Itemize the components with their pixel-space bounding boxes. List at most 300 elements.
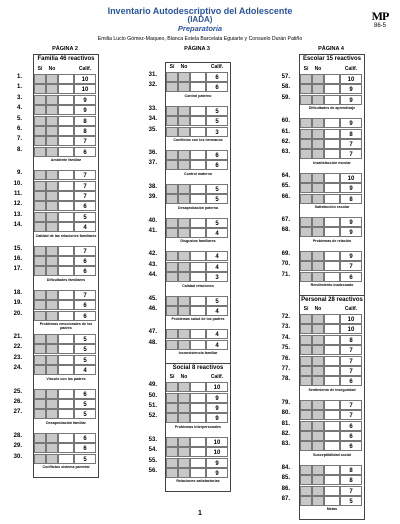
blank-cell: [58, 147, 74, 157]
calif-value: 5: [206, 218, 228, 228]
si-checkbox[interactable]: [34, 311, 46, 321]
no-checkbox[interactable]: [46, 181, 58, 191]
no-checkbox[interactable]: [312, 217, 324, 227]
si-checkbox[interactable]: [34, 334, 46, 344]
si-checkbox[interactable]: [166, 447, 178, 457]
si-checkbox[interactable]: [34, 433, 46, 443]
no-checkbox[interactable]: [46, 222, 58, 232]
subscale-label: Problemas interpersonales: [174, 424, 222, 429]
calif-header: Calif.: [344, 306, 358, 312]
si-checkbox[interactable]: [34, 136, 46, 146]
no-checkbox[interactable]: [46, 355, 58, 365]
no-checkbox[interactable]: [46, 170, 58, 180]
si-checkbox[interactable]: [300, 272, 312, 282]
no-checkbox[interactable]: [46, 136, 58, 146]
no-checkbox[interactable]: [46, 201, 58, 211]
no-checkbox[interactable]: [312, 431, 324, 441]
no-checkbox[interactable]: [178, 106, 190, 116]
no-checkbox[interactable]: [312, 129, 324, 139]
si-checkbox[interactable]: [34, 84, 46, 94]
si-checkbox[interactable]: [300, 465, 312, 475]
logo-mark: MP: [371, 9, 389, 23]
no-checkbox[interactable]: [178, 393, 190, 403]
no-checkbox[interactable]: [312, 475, 324, 485]
no-checkbox[interactable]: [312, 95, 324, 105]
si-checkbox[interactable]: [166, 82, 178, 92]
no-checkbox[interactable]: [178, 272, 190, 282]
no-checkbox[interactable]: [46, 290, 58, 300]
blank-cell: [190, 413, 206, 423]
blank-cell: [324, 261, 340, 271]
item-number: 21.: [13, 334, 22, 340]
no-checkbox[interactable]: [312, 410, 324, 420]
blank-cell: [190, 272, 206, 282]
si-checkbox[interactable]: [300, 441, 312, 451]
item-number: 78.: [281, 376, 290, 383]
no-checkbox[interactable]: [178, 403, 190, 413]
si-checkbox[interactable]: [34, 355, 46, 365]
si-checkbox[interactable]: [166, 160, 178, 170]
calif-value: 5: [206, 194, 228, 204]
si-checkbox[interactable]: [34, 365, 46, 375]
si-checkbox[interactable]: [34, 105, 46, 115]
si-checkbox[interactable]: [166, 413, 178, 423]
calif-value: 7: [340, 486, 362, 496]
calif-value: 7: [340, 410, 362, 420]
item-number: 53.: [148, 436, 157, 443]
si-checkbox[interactable]: [34, 147, 46, 157]
no-checkbox[interactable]: [312, 149, 324, 159]
si-checkbox[interactable]: [300, 421, 312, 431]
si-checkbox[interactable]: [300, 149, 312, 159]
si-checkbox[interactable]: [166, 127, 178, 137]
no-checkbox[interactable]: [46, 212, 58, 222]
blank-cell: [58, 126, 74, 136]
no-checkbox[interactable]: [312, 74, 324, 84]
item-number: 6.: [16, 126, 22, 132]
blank-cell: [190, 150, 206, 160]
calif-value: 10: [206, 437, 228, 447]
no-checkbox[interactable]: [178, 184, 190, 194]
no-checkbox[interactable]: [312, 118, 324, 128]
si-checkbox[interactable]: [34, 266, 46, 276]
si-checkbox[interactable]: [166, 403, 178, 413]
no-checkbox[interactable]: [46, 246, 58, 256]
no-checkbox[interactable]: [312, 441, 324, 451]
calif-value: 6: [206, 72, 228, 82]
si-checkbox[interactable]: [300, 431, 312, 441]
calif-value: 9: [206, 403, 228, 413]
no-checkbox[interactable]: [178, 228, 190, 238]
si-checkbox[interactable]: [34, 454, 46, 464]
si-checkbox[interactable]: [34, 246, 46, 256]
si-checkbox[interactable]: [300, 251, 312, 261]
si-checkbox[interactable]: [300, 74, 312, 84]
si-checkbox[interactable]: [300, 496, 312, 506]
si-checkbox[interactable]: [300, 475, 312, 485]
si-checkbox[interactable]: [34, 201, 46, 211]
section-title: Social 8 reactivos: [166, 363, 230, 373]
item-number: 71.: [281, 271, 290, 278]
si-checkbox[interactable]: [300, 217, 312, 227]
no-header: No: [314, 66, 322, 72]
blank-cell: [190, 72, 206, 82]
item-number: 20.: [13, 310, 22, 317]
item-number: 34.: [148, 116, 157, 123]
calif-value: 6: [74, 201, 96, 211]
si-checkbox[interactable]: [34, 116, 46, 126]
no-checkbox[interactable]: [178, 329, 190, 339]
si-header: Sí: [303, 66, 309, 72]
blank-cell: [58, 212, 74, 222]
si-checkbox[interactable]: [300, 118, 312, 128]
si-checkbox[interactable]: [300, 194, 312, 204]
item-number: 43.: [148, 261, 157, 268]
calif-value: 9: [340, 217, 362, 227]
blank-cell: [324, 272, 340, 282]
no-checkbox[interactable]: [46, 300, 58, 310]
item-number: 39.: [148, 194, 157, 201]
no-checkbox[interactable]: [312, 376, 324, 386]
no-checkbox[interactable]: [312, 251, 324, 261]
no-checkbox[interactable]: [178, 447, 190, 457]
calif-value: 8: [340, 475, 362, 485]
si-checkbox[interactable]: [34, 191, 46, 201]
si-checkbox[interactable]: [166, 393, 178, 403]
si-checkbox[interactable]: [300, 356, 312, 366]
item-number: 1.: [16, 74, 22, 80]
si-checkbox[interactable]: [300, 366, 312, 376]
item-number: 57.: [281, 74, 290, 80]
no-checkbox[interactable]: [178, 116, 190, 126]
no-checkbox[interactable]: [312, 324, 324, 334]
no-checkbox[interactable]: [46, 365, 58, 375]
calif-value: 8: [340, 335, 362, 345]
no-checkbox[interactable]: [312, 314, 324, 324]
blank-cell: [190, 184, 206, 194]
no-checkbox[interactable]: [312, 139, 324, 149]
blank-cell: [324, 376, 340, 386]
no-checkbox[interactable]: [312, 183, 324, 193]
item-number: 65.: [281, 183, 290, 190]
item-number: 83.: [281, 441, 290, 448]
calif-value: 5: [74, 344, 96, 354]
item-number: 31.: [148, 72, 157, 78]
no-checkbox[interactable]: [46, 443, 58, 453]
no-checkbox[interactable]: [312, 261, 324, 271]
no-checkbox[interactable]: [178, 437, 190, 447]
item-number: 7.: [16, 136, 22, 143]
no-checkbox[interactable]: [312, 421, 324, 431]
item-number: 68.: [281, 227, 290, 234]
calif-value: 6: [206, 82, 228, 92]
si-checkbox[interactable]: [34, 300, 46, 310]
no-checkbox[interactable]: [178, 160, 190, 170]
si-checkbox[interactable]: [166, 296, 178, 306]
si-checkbox[interactable]: [300, 314, 312, 324]
blank-cell: [190, 262, 206, 272]
no-checkbox[interactable]: [312, 486, 324, 496]
si-checkbox[interactable]: [166, 306, 178, 316]
no-checkbox[interactable]: [46, 344, 58, 354]
calif-value: 6: [340, 431, 362, 441]
no-checkbox[interactable]: [46, 256, 58, 266]
blank-cell: [190, 437, 206, 447]
si-checkbox[interactable]: [166, 218, 178, 228]
no-checkbox[interactable]: [312, 173, 324, 183]
calif-value: 10: [340, 74, 362, 84]
item-number: 58.: [281, 84, 290, 91]
no-checkbox[interactable]: [46, 116, 58, 126]
no-checkbox[interactable]: [46, 409, 58, 419]
si-checkbox[interactable]: [34, 170, 46, 180]
blank-cell: [324, 84, 340, 94]
calif-value: 7: [340, 345, 362, 355]
calif-value: 5: [74, 355, 96, 365]
blank-cell: [58, 344, 74, 354]
blank-cell: [324, 475, 340, 485]
blank-cell: [190, 447, 206, 457]
si-checkbox[interactable]: [166, 116, 178, 126]
no-checkbox[interactable]: [46, 433, 58, 443]
no-checkbox[interactable]: [46, 399, 58, 409]
no-checkbox[interactable]: [312, 400, 324, 410]
blank-cell: [324, 129, 340, 139]
si-checkbox[interactable]: [300, 486, 312, 496]
no-checkbox[interactable]: [178, 296, 190, 306]
si-checkbox[interactable]: [166, 150, 178, 160]
subscale-label: Calidad de las relaciones familiares: [35, 233, 97, 238]
no-checkbox[interactable]: [46, 311, 58, 321]
si-checkbox[interactable]: [166, 329, 178, 339]
blank-cell: [58, 136, 74, 146]
blank-cell: [58, 355, 74, 365]
si-checkbox[interactable]: [300, 261, 312, 271]
no-checkbox[interactable]: [178, 82, 190, 92]
no-header: No: [48, 66, 56, 72]
si-checkbox[interactable]: [34, 212, 46, 222]
si-checkbox[interactable]: [300, 129, 312, 139]
no-checkbox[interactable]: [312, 345, 324, 355]
si-checkbox[interactable]: [166, 468, 178, 478]
no-checkbox[interactable]: [312, 84, 324, 94]
calif-value: 8: [74, 116, 96, 126]
si-checkbox[interactable]: [300, 324, 312, 334]
item-number: 86.: [281, 485, 290, 492]
calif-header: Calif.: [78, 66, 92, 72]
calif-value: 9: [206, 393, 228, 403]
no-checkbox[interactable]: [46, 74, 58, 84]
no-checkbox[interactable]: [46, 334, 58, 344]
no-checkbox[interactable]: [46, 389, 58, 399]
calif-value: 9: [206, 413, 228, 423]
si-checkbox[interactable]: [166, 251, 178, 261]
si-checkbox[interactable]: [34, 389, 46, 399]
si-checkbox[interactable]: [166, 340, 178, 350]
no-checkbox[interactable]: [178, 468, 190, 478]
si-checkbox[interactable]: [34, 95, 46, 105]
subscale-label: Sentimiento de inseguridad: [308, 387, 356, 392]
blank-cell: [58, 246, 74, 256]
si-checkbox[interactable]: [166, 382, 178, 392]
si-checkbox[interactable]: [166, 228, 178, 238]
no-checkbox[interactable]: [178, 127, 190, 137]
calif-value: 9: [340, 84, 362, 94]
si-checkbox[interactable]: [300, 84, 312, 94]
calif-value: 4: [74, 222, 96, 232]
item-number: 23.: [13, 354, 22, 361]
blank-cell: [58, 399, 74, 409]
si-checkbox[interactable]: [34, 443, 46, 453]
calif-value: 7: [340, 261, 362, 271]
calif-value: 5: [340, 496, 362, 506]
blank-cell: [58, 95, 74, 105]
no-checkbox[interactable]: [178, 194, 190, 204]
item-number: 1.: [16, 84, 22, 91]
page-title: PÁGINA 3: [184, 46, 210, 52]
no-checkbox[interactable]: [46, 84, 58, 94]
no-checkbox[interactable]: [312, 496, 324, 506]
si-checkbox[interactable]: [166, 437, 178, 447]
subscale-label: Relaciones satisfactorias: [176, 479, 220, 484]
no-checkbox[interactable]: [178, 413, 190, 423]
item-number: 29.: [13, 443, 22, 450]
no-checkbox[interactable]: [46, 147, 58, 157]
blank-cell: [58, 116, 74, 126]
no-checkbox[interactable]: [178, 251, 190, 261]
no-checkbox[interactable]: [312, 272, 324, 282]
si-checkbox[interactable]: [300, 345, 312, 355]
section-title: Familia 46 reactivos: [37, 56, 95, 62]
no-checkbox[interactable]: [312, 335, 324, 345]
si-checkbox[interactable]: [34, 344, 46, 354]
si-checkbox[interactable]: [34, 222, 46, 232]
calif-value: 7: [74, 290, 96, 300]
item-number: 27.: [13, 409, 22, 416]
item-number: 82.: [281, 431, 290, 437]
no-checkbox[interactable]: [178, 72, 190, 82]
no-checkbox[interactable]: [178, 306, 190, 316]
blank-cell: [324, 441, 340, 451]
no-checkbox[interactable]: [46, 191, 58, 201]
item-number: 60.: [281, 118, 290, 125]
subscale-label: Inconsistencia familiar: [178, 351, 218, 356]
no-checkbox[interactable]: [178, 382, 190, 392]
si-checkbox[interactable]: [34, 181, 46, 191]
si-checkbox[interactable]: [34, 290, 46, 300]
si-checkbox[interactable]: [300, 410, 312, 420]
blank-cell: [58, 170, 74, 180]
item-number: 4.: [16, 105, 22, 112]
calif-value: 7: [74, 246, 96, 256]
no-checkbox[interactable]: [312, 356, 324, 366]
calif-value: 10: [206, 447, 228, 457]
si-checkbox[interactable]: [34, 256, 46, 266]
blank-cell: [324, 183, 340, 193]
no-checkbox[interactable]: [46, 266, 58, 276]
form-code: 86-5: [373, 23, 386, 29]
si-checkbox[interactable]: [300, 183, 312, 193]
blank-cell: [324, 227, 340, 237]
si-checkbox[interactable]: [166, 262, 178, 272]
item-number: 79.: [281, 399, 290, 406]
item-number: 69.: [281, 250, 290, 257]
si-checkbox[interactable]: [300, 400, 312, 410]
section-title: Escolar 15 reactivos: [302, 56, 362, 62]
si-checkbox[interactable]: [300, 139, 312, 149]
publisher-logo: [368, 10, 392, 29]
item-number: 11.: [13, 191, 22, 197]
item-number: 22.: [13, 344, 22, 351]
blank-cell: [190, 218, 206, 228]
item-number: 30.: [13, 453, 22, 460]
no-checkbox[interactable]: [46, 105, 58, 115]
si-checkbox[interactable]: [34, 409, 46, 419]
blank-cell: [190, 160, 206, 170]
si-checkbox[interactable]: [34, 74, 46, 84]
calif-value: 6: [74, 300, 96, 310]
si-checkbox[interactable]: [166, 72, 178, 82]
si-checkbox[interactable]: [166, 106, 178, 116]
no-checkbox[interactable]: [178, 458, 190, 468]
no-checkbox[interactable]: [46, 454, 58, 464]
blank-cell: [324, 486, 340, 496]
item-number: 84.: [281, 464, 290, 471]
si-checkbox[interactable]: [300, 173, 312, 183]
calif-value: 5: [206, 116, 228, 126]
calif-value: 8: [340, 129, 362, 139]
no-checkbox[interactable]: [312, 227, 324, 237]
si-checkbox[interactable]: [300, 227, 312, 237]
no-checkbox[interactable]: [312, 465, 324, 475]
blank-cell: [190, 329, 206, 339]
si-checkbox[interactable]: [300, 335, 312, 345]
no-checkbox[interactable]: [312, 194, 324, 204]
si-checkbox[interactable]: [300, 95, 312, 105]
calif-value: 10: [74, 84, 96, 94]
calif-value: 4: [206, 329, 228, 339]
si-checkbox[interactable]: [300, 376, 312, 386]
item-number: 85.: [281, 475, 290, 482]
item-number: 26.: [13, 399, 22, 405]
calif-value: 4: [206, 251, 228, 261]
subscale-label: Control paterno: [184, 93, 212, 98]
no-checkbox[interactable]: [46, 126, 58, 136]
no-checkbox[interactable]: [178, 262, 190, 272]
calif-value: 7: [74, 191, 96, 201]
no-checkbox[interactable]: [178, 150, 190, 160]
si-checkbox[interactable]: [166, 272, 178, 282]
si-checkbox[interactable]: [34, 399, 46, 409]
no-checkbox[interactable]: [312, 366, 324, 376]
blank-cell: [190, 82, 206, 92]
item-number: 15.: [13, 245, 22, 252]
item-number: 37.: [148, 160, 157, 167]
calif-value: 10: [340, 173, 362, 183]
subscale-label: Desaprobación paterna: [178, 205, 218, 210]
calif-value: 6: [74, 147, 96, 157]
si-checkbox[interactable]: [166, 194, 178, 204]
si-checkbox[interactable]: [34, 126, 46, 136]
blank-cell: [324, 217, 340, 227]
si-checkbox[interactable]: [166, 458, 178, 468]
no-checkbox[interactable]: [178, 218, 190, 228]
no-checkbox[interactable]: [178, 340, 190, 350]
no-checkbox[interactable]: [46, 95, 58, 105]
si-checkbox[interactable]: [166, 184, 178, 194]
calif-value: 3: [206, 127, 228, 137]
item-number: 75.: [281, 345, 290, 352]
